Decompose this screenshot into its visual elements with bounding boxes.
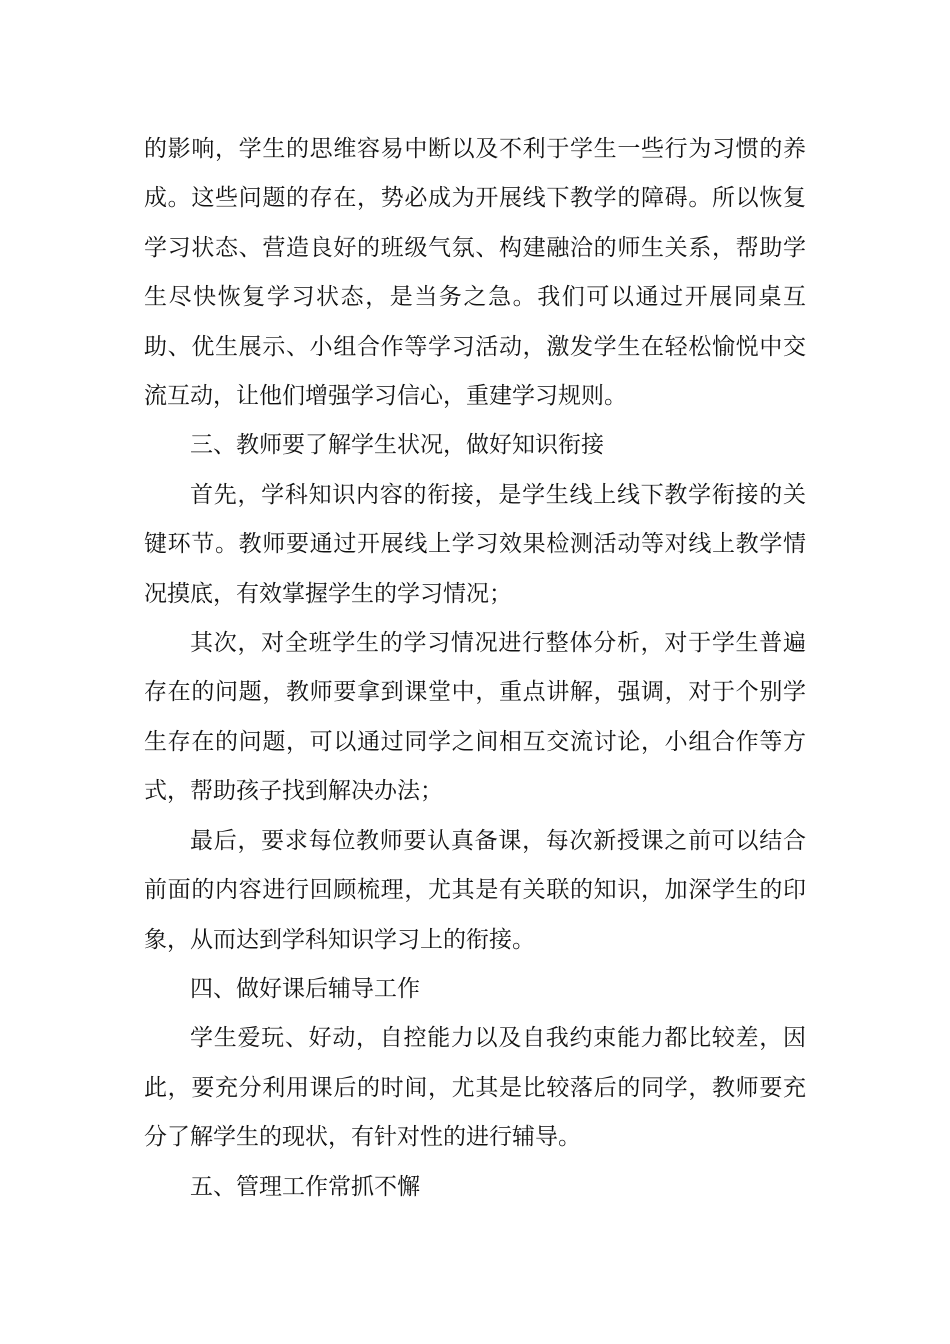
paragraph-first: 首先，学科知识内容的衔接，是学生线上线下教学衔接的关键环节。教师要通过开展线上学习效果检测活动等对线上教学情况摸底，有效掌握学生的学习情况； xyxy=(144,481,806,607)
paragraph-continuation: 的影响，学生的思维容易中断以及不利于学生一些行为习惯的养成。这些问题的存在，势必成为开展线下教学的障碍。所以恢复学习状态、营造良好的班级气氛、构建融洽的师生关系，帮助学生尽快恢复学习状态，是当务之急。我们可以通过开展同桌互助、优生展示、小组合作等学习活动，激发学生在轻松愉悦中交流互动，让他们增强学习信心，重建学习规则。 xyxy=(144,136,806,410)
paragraph-second: 其次，对全班学生的学习情况进行整体分析，对于学生普遍存在的问题，教师要拿到课堂中，重点讲解，强调，对于个别学生存在的问题，可以通过同学之间相互交流讨论，小组合作等方式，帮助孩子找到解决办法； xyxy=(144,630,806,805)
document-body xyxy=(144,125,806,1212)
section-heading-3: 三、教师要了解学生状况，做好知识衔接 xyxy=(190,432,604,459)
paragraph-finally: 最后，要求每位教师要认真备课，每次新授课之前可以结合前面的内容进行回顾梳理，尤其是有关联的知识，加深学生的印象，从而达到学科知识学习上的衔接。 xyxy=(144,827,806,953)
paragraph-after-class: 学生爱玩、好动，自控能力以及自我约束能力都比较差，因此，要充分利用课后的时间，尤其是比较落后的同学，教师要充分了解学生的现状，有针对性的进行辅导。 xyxy=(144,1025,806,1151)
section-heading-4: 四、做好课后辅导工作 xyxy=(190,975,420,1002)
section-heading-5: 五、管理工作常抓不懈 xyxy=(190,1173,420,1200)
